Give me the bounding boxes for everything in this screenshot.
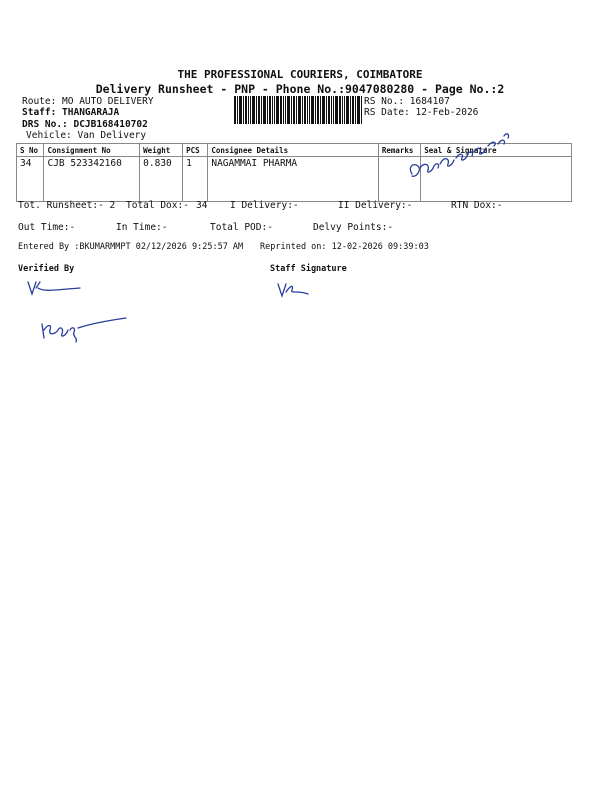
rs-number: RS No.: 1684107 bbox=[364, 96, 450, 107]
col-consignee: Consignee Details bbox=[208, 144, 378, 157]
col-pcs: PCS bbox=[183, 144, 208, 157]
company-title: THE PROFESSIONAL COURIERS, COIMBATORE bbox=[177, 68, 423, 81]
verified-signature bbox=[26, 278, 82, 298]
col-seal-signature: Seal & Signature bbox=[421, 144, 572, 157]
staff-signature-label: Staff Signature bbox=[270, 264, 347, 274]
col-consignment: Consignment No bbox=[44, 144, 140, 157]
cell-pcs: 1 bbox=[183, 157, 208, 202]
additional-signature bbox=[38, 316, 130, 344]
staff-signature bbox=[276, 280, 312, 300]
cell-weight: 0.830 bbox=[140, 157, 183, 202]
vehicle-text: Vehicle: Van Delivery bbox=[26, 130, 147, 141]
route-text: Route: MO AUTO DELIVERY bbox=[22, 96, 154, 107]
total-dox-label: Total Dox:- bbox=[126, 200, 189, 211]
col-remarks: Remarks bbox=[378, 144, 420, 157]
i-delivery: I Delivery:- bbox=[230, 200, 299, 211]
ii-delivery: II Delivery:- bbox=[338, 200, 413, 211]
total-pod: Total POD:- bbox=[210, 222, 273, 233]
entered-by: Entered By :BKUMARMMPT 02/12/2026 9:25:57 AM bbox=[18, 242, 244, 252]
barcode-image bbox=[234, 96, 362, 124]
in-time: In Time:- bbox=[116, 222, 168, 233]
out-time: Out Time:- bbox=[18, 222, 76, 233]
staff-text: Staff: THANGARAJA bbox=[22, 107, 120, 118]
delvy-points: Delvy Points:- bbox=[313, 222, 394, 233]
tot-runsheet: Tot. Runsheet:- 2 bbox=[18, 200, 116, 211]
cell-consignment: CJB 523342160 bbox=[44, 157, 140, 202]
total-dox-value: 34 bbox=[196, 200, 208, 211]
rtn-dox: RTN Dox:- bbox=[451, 200, 503, 211]
col-weight: Weight bbox=[140, 144, 183, 157]
reprinted-on: Reprinted on: 12-02-2026 09:39:03 bbox=[260, 242, 429, 252]
runsheet-subtitle: Delivery Runsheet - PNP - Phone No.:9047080280 - Page No.:2 bbox=[95, 82, 505, 96]
drs-number: DRS No.: DCJB168410702 bbox=[22, 119, 148, 130]
verified-by-label: Verified By bbox=[18, 264, 75, 274]
receiver-signature bbox=[406, 128, 518, 186]
cell-sno: 34 bbox=[17, 157, 44, 202]
cell-consignee: NAGAMMAI PHARMA bbox=[208, 157, 378, 202]
rs-date: RS Date: 12-Feb-2026 bbox=[364, 107, 479, 118]
col-sno: S No bbox=[17, 144, 44, 157]
